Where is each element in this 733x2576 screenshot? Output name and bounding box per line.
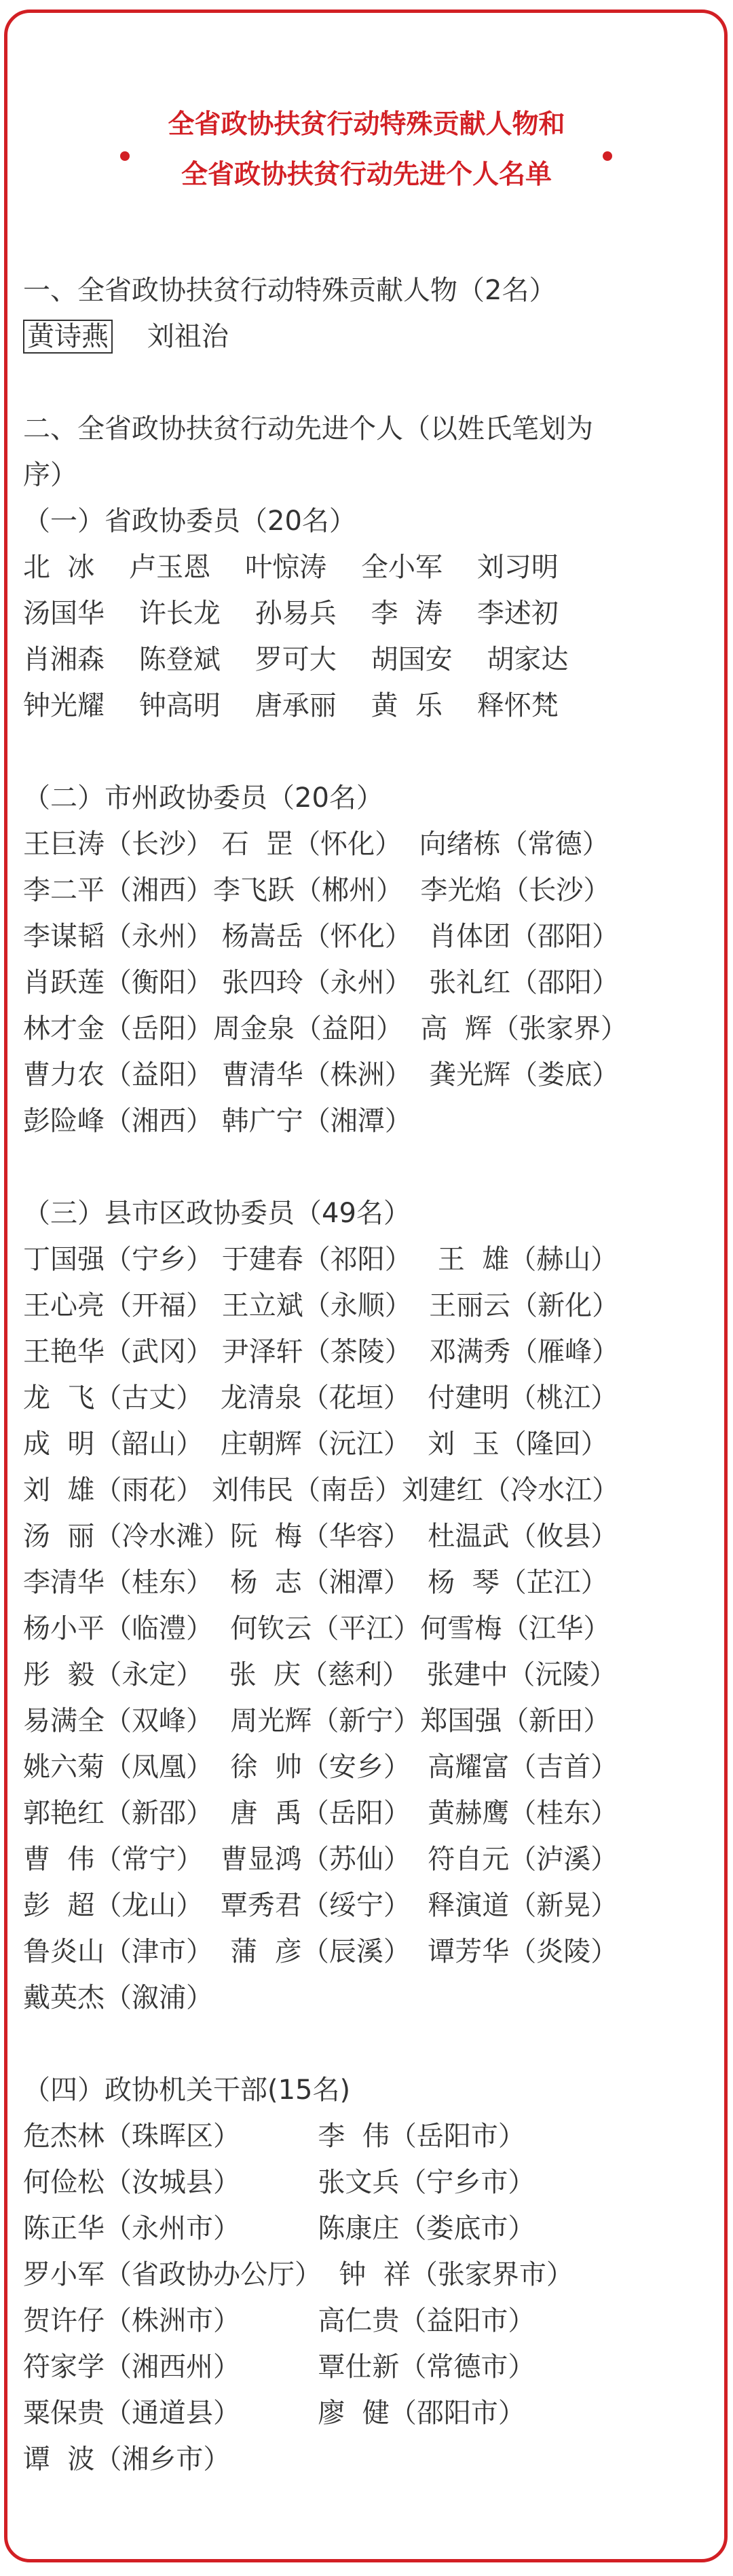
sub3-row: 郭艳红（新邵） 唐 禹（岳阳） 黄赫鹰（桂东） (23, 1798, 618, 1829)
sub4-row: 何俭松（汝城县） 张文兵（宁乡市） (23, 2167, 535, 2198)
sub2-row: 曹力农（益阳） 曹清华（株洲） 龚光辉（娄底） (23, 1059, 620, 1091)
sub3-row: 彤 毅（永定） 张 庆（慈利） 张建中（沅陵） (23, 1659, 617, 1690)
sub3-row: 刘 雄（雨花） 刘伟民（南岳）刘建红（冷水江） (23, 1475, 620, 1506)
sub3-row: 姚六菊（凤凰） 徐 帅（安乡） 高耀富（吉首） (23, 1751, 618, 1783)
sub4-row: 符家学（湘西州） 覃仕新（常德市） (23, 2351, 535, 2383)
sub1-row: 钟光耀 钟高明 唐承丽 黄 乐 释怀梵 (23, 690, 559, 721)
sub3-heading: （三）县市区政协委员（49名） (23, 1198, 411, 1229)
sub3-row: 彭 超（龙山） 覃秀君（绥宁） 释演道（新晃） (23, 1890, 618, 1921)
sub1-row: 汤国华 许长龙 孙易兵 李 涛 李述初 (23, 598, 559, 629)
sub1-row: 肖湘森 陈登斌 罗可大 胡国安 胡家达 (23, 644, 569, 675)
section1-heading: 一、全省政协扶贫行动特殊贡献人物（2名） (23, 275, 557, 306)
sub2-row: 王巨涛（长沙） 石 罡（怀化） 向绪栋（常德） (23, 829, 609, 860)
sub4-row: 罗小军（省政协办公厅） 钟 祥（张家界市） (23, 2259, 574, 2290)
sub4-row: 危杰林（珠晖区） 李 伟（岳阳市） (23, 2121, 525, 2152)
sub3-row: 丁国强（宁乡） 于建春（祁阳） 王 雄（赫山） (23, 1244, 618, 1275)
sub2-row: 李二平（湘西）李飞跃（郴州） 李光焰（长沙） (23, 875, 611, 906)
sub1-row: 北 冰 卢玉恩 叶惊涛 全小军 刘习明 (23, 552, 559, 583)
sub4-row: 贺许仔（株洲市） 高仁贵（益阳市） (23, 2305, 535, 2336)
sub3-row: 王心亮（开福） 王立斌（永顺） 王丽云（新化） (23, 1290, 620, 1321)
sub3-row: 易满全（双峰） 周光辉（新宁）郑国强（新田） (23, 1705, 611, 1737)
sub3-row: 鲁炎山（津市） 蒲 彦（辰溪） 谭芳华（炎陵） (23, 1936, 618, 1967)
sub2-row: 彭险峰（湘西） 韩广宁（湘潭） (23, 1105, 412, 1137)
sub1-heading: （一）省政协委员（20名） (23, 506, 356, 537)
sub3-row: 曹 伟（常宁） 曹显鸿（苏仙） 符自元（泸溪） (23, 1844, 618, 1875)
sub2-row: 肖跃莲（衡阳） 张四玲（永州） 张礼红（邵阳） (23, 967, 620, 998)
sub3-row: 成 明（韶山） 庄朝辉（沅江） 刘 玉（隆回） (23, 1428, 608, 1460)
sub3-row: 杨小平（临澧） 何钦云（平江）何雪梅（江华） (23, 1613, 611, 1644)
sub3-row: 李清华（桂东） 杨 志（湘潭） 杨 琴（芷江） (23, 1567, 608, 1598)
sub4-heading: （四）政协机关干部(15名) (23, 2075, 351, 2106)
title-line-2: 全省政协扶贫行动先进个人名单 (181, 159, 552, 190)
sub3-row: 戴英杰（溆浦） (23, 1982, 213, 2013)
sub4-row: 谭 波（湘乡市） (23, 2444, 231, 2475)
sub3-row: 王艳华（武冈） 尹泽轩（茶陵） 邓满秀（雁峰） (23, 1336, 620, 1367)
sub3-row: 龙 飞（古丈） 龙清泉（花垣） 付建明（桃江） (23, 1382, 618, 1414)
section2-heading-cont: 序） (23, 459, 77, 491)
sub2-heading: （二）市州政协委员（20名） (23, 782, 383, 814)
sub2-row: 李谋韬（永州） 杨嵩岳（怀化） 肖体团（邵阳） (23, 921, 620, 952)
sub4-row: 粟保贵（通道县） 廖 健（邵阳市） (23, 2398, 525, 2429)
name: 刘祖治 (147, 321, 229, 352)
sub4-row: 陈正华（永州市） 陈康庄（娄底市） (23, 2213, 535, 2244)
sub2-row: 林才金（岳阳）周金泉（益阳） 高 辉（张家界） (23, 1013, 628, 1044)
section2-heading: 二、全省政协扶贫行动先进个人（以姓氏笔划为 (23, 413, 593, 444)
highlighted-name: 黄诗燕 (23, 320, 113, 354)
sub3-row: 汤 丽（冷水滩）阮 梅（华容） 杜温武（攸县） (23, 1521, 618, 1552)
title-line-1: 全省政协扶贫行动特殊贡献人物和 (168, 109, 565, 140)
section1-names (23, 323, 229, 350)
